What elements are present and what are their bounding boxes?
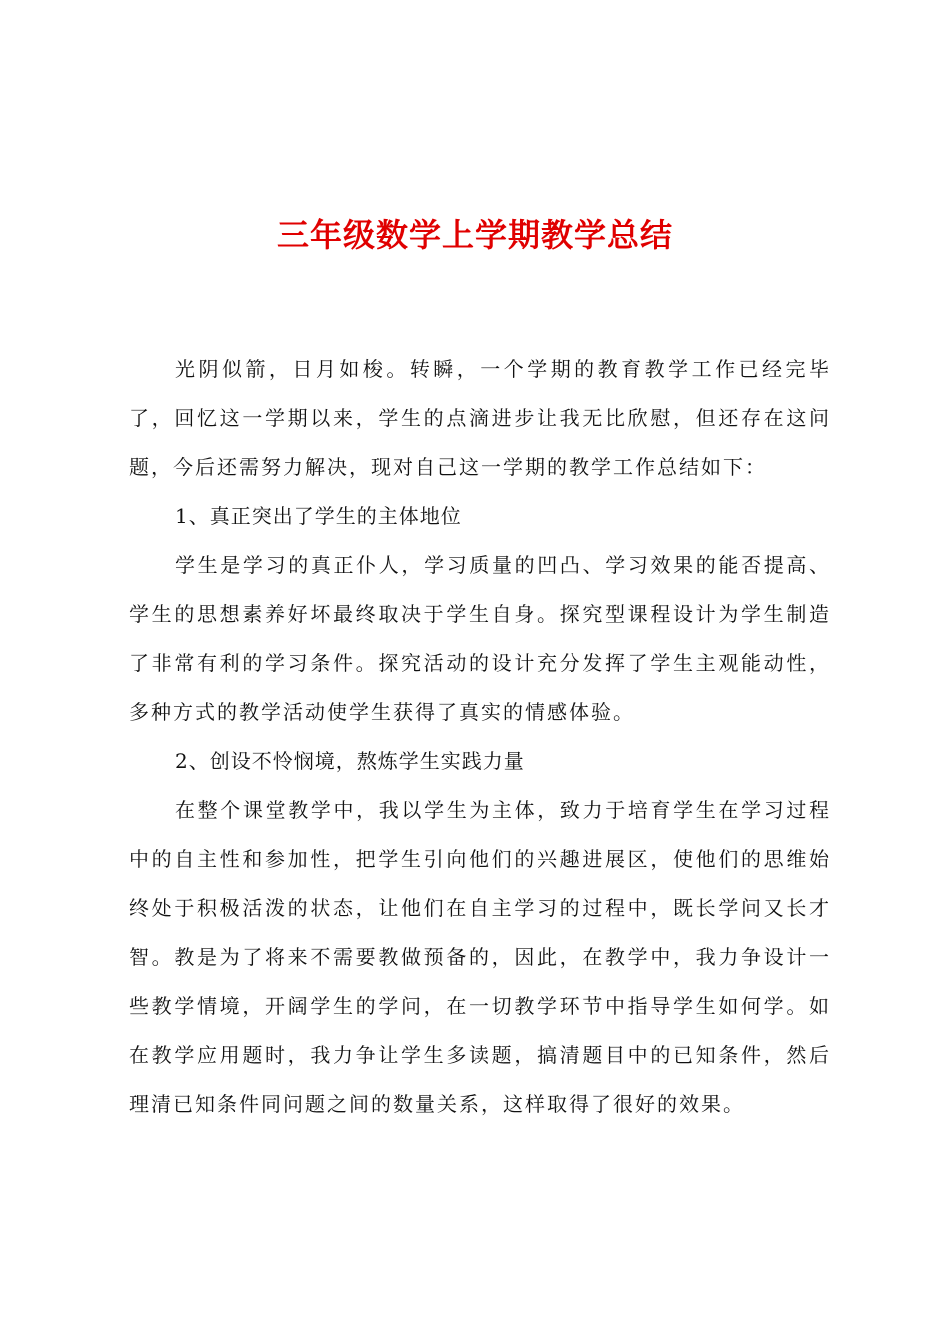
section-heading-1: 1、真正突出了学生的主体地位 [175, 504, 462, 528]
document-title: 三年级数学上学期教学总结 [276, 216, 673, 254]
document-body [129, 345, 831, 1129]
section-paragraph-2: 在整个课堂教学中，我以学生为主体，致力于培育学生在学习过程中的自主性和参加性，把学生引向他们的兴趣进展区，使他们的思维始终处于积极活泼的状态，让他们在自主学习的过程中，既长学问又长才智。教是为了将来不需要教做预备的，因此，在教学中，我力争设计一些教学情境，开阔学生的学问，在一切教学环节中指导学生如何学。如在教学应用题时，我力争让学生多读题，搞清题目中的已知条件，然后理清已知条件同问题之间的数量关系，这样取得了很好的效果。 [129, 798, 831, 1116]
section-heading-2: 2、创设不怜悯境，熬炼学生实践力量 [175, 749, 525, 773]
intro-paragraph: 光阴似箭，日月如梭。转瞬，一个学期的教育教学工作已经完毕了，回忆这一学期以来，学生的点滴进步让我无比欣慰，但还存在这问题，今后还需努力解决，现对自己这一学期的教学工作总结如下： [129, 357, 831, 479]
section-paragraph-1: 学生是学习的真正仆人，学习质量的凹凸、学习效果的能否提高、学生的思想素养好坏最终取决于学生自身。探究型课程设计为学生制造了非常有利的学习条件。探究活动的设计充分发挥了学生主观能动性，多种方式的教学活动使学生获得了真实的情感体验。 [129, 553, 831, 724]
